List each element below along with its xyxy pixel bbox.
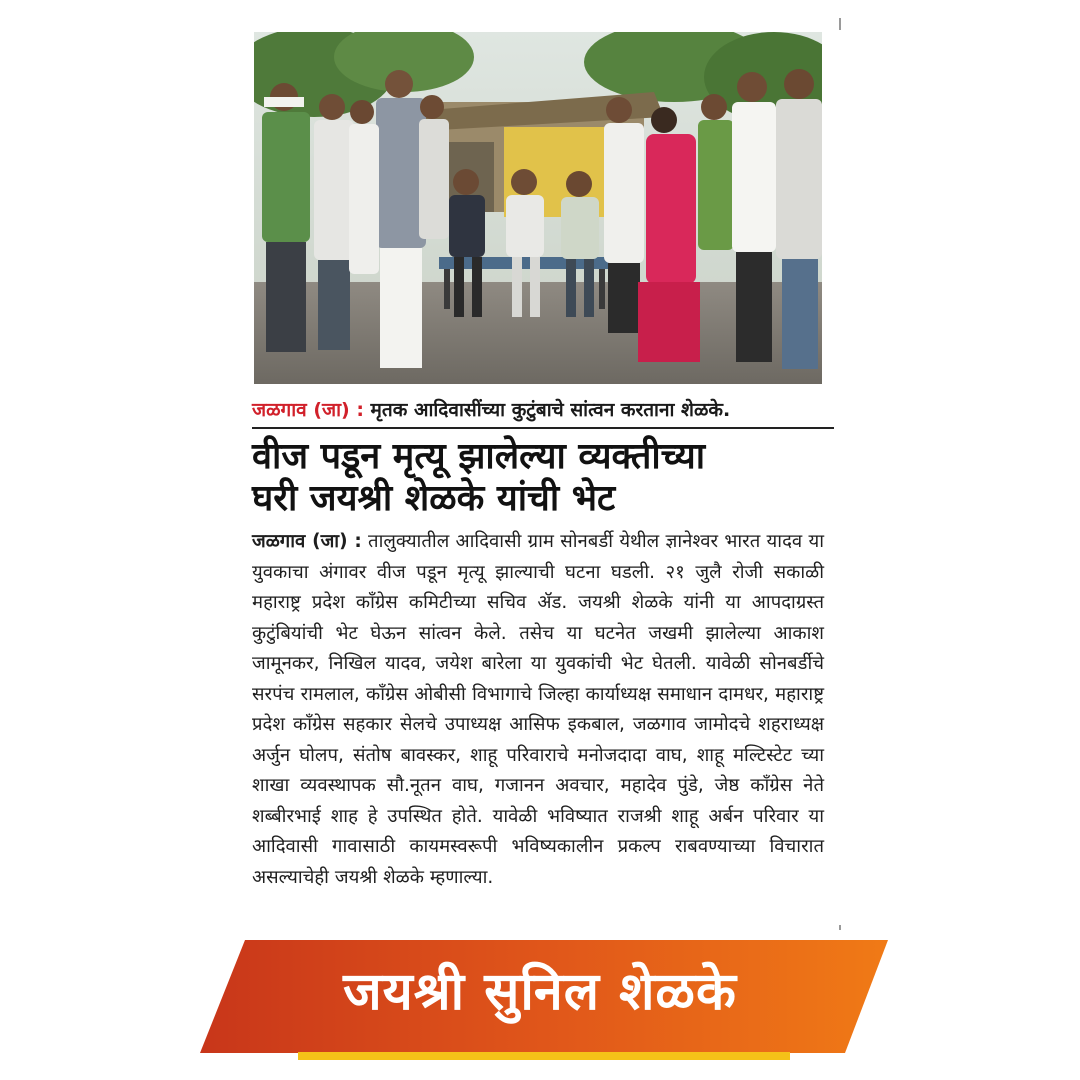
news-photo <box>254 32 822 384</box>
caption-dateline: जळगाव (जा) : <box>252 399 364 421</box>
headline-line-2: घरी जयश्री शेळके यांची भेट <box>252 478 616 519</box>
caption-text: मृतक आदिवासींच्या कुटुंबाचे सांत्वन करताना शेळके. <box>363 399 731 421</box>
body-paragraph: तालुक्यातील आदिवासी ग्राम सोनबर्डी येथील ज्ञानेश्वर भारत यादव या युवकाचा अंगावर वीज पडून मृत्यू झाल्याची घटना घडली. २१ जुलै रोजी सकाळी महाराष्ट्र प्रदेश काँग्रेस कमिटीच्या सचिव ॲड. जयश्री शेळके यांनी या आपदाग्रस्त कुटुंबियांची भेट घेऊन सांत्वन केले. तसेच या घटनेत जखमी झालेल्या आकाश जामूनकर, निखिल यादव, जयेश बारेला या युवकांची भेट घेतली. यावेळी सोनबर्डीचे सरपंच रामलाल, कॉंग्रेस ओबीसी विभागाचे जिल्हा कार्याध्यक्ष समाधान दामधर, महाराष्ट्र प्रदेश काँग्रेस सहकार सेलचे उपाध्यक्ष आसिफ इकबाल, जळगाव जामोदचे शहराध्यक्ष अर्जुन घोलप, संतोष बावस्कर, शाहू परिवाराचे मनोजदादा वाघ, शाहू मल्टिस्टेट च्या शाखा व्यवस्थापक सौ.नूतन वाघ, गजानन अवचार, महादेव पुंडे, जेष्ठ कॉंग्रेस नेते शब्बीरभाई शाह हे उपस्थित होते. यावेळी भविष्यात राजश्री शाहू अर्बन परिवार या आदिवासी गावासाठी कायमस्वरूपी भविष्यकालीन प्रकल्प राबवण्याच्या विचारात असल्याचेही जयश्री शेळके म्हणाल्या. <box>252 531 824 888</box>
banner-name-text: जयश्री सुनिल शेळके <box>343 962 737 1022</box>
photo-caption <box>252 396 832 422</box>
article-body <box>252 527 824 893</box>
banner-underline <box>298 1052 790 1060</box>
body-dateline: जळगाव (जा) : <box>252 531 362 552</box>
article-headline <box>252 436 832 520</box>
caption-divider <box>252 427 834 429</box>
headline-line-1: वीज पडून मृत्यू झालेल्या व्यक्तीच्या <box>252 436 706 477</box>
